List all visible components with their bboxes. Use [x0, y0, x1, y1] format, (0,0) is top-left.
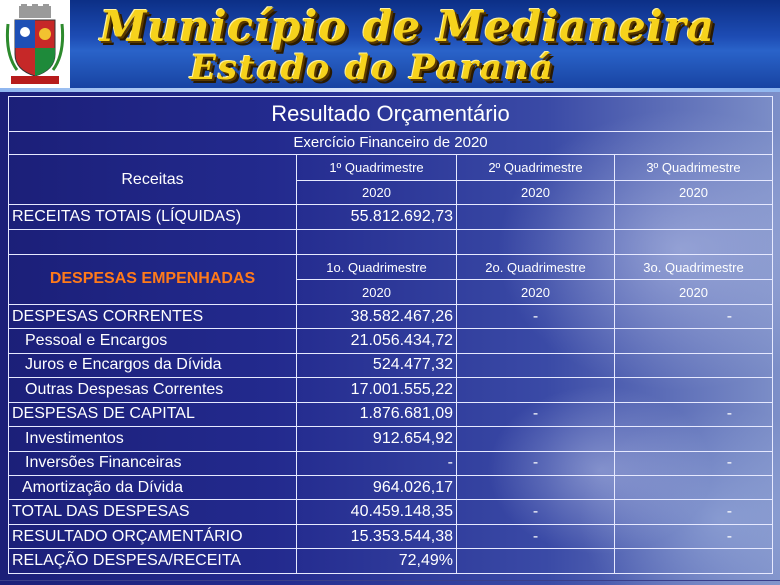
row-label: Juros e Encargos da Dívida — [9, 353, 297, 377]
row-q3: - — [615, 524, 773, 548]
receitas-totais-q2 — [457, 205, 615, 230]
despesas-header: DESPESAS EMPENHADAS — [9, 254, 297, 304]
row-label: TOTAL DAS DESPESAS — [9, 500, 297, 524]
row-q3 — [615, 549, 773, 574]
row-label: RESULTADO ORÇAMENTÁRIO — [9, 524, 297, 548]
row-q2: - — [457, 451, 615, 475]
row-q3: - — [615, 402, 773, 426]
receitas-quad-2: 2º Quadrimestre — [457, 155, 615, 180]
bottom-divider — [0, 580, 780, 581]
header-banner — [0, 0, 780, 92]
table-row — [9, 427, 773, 451]
table-row — [9, 549, 773, 574]
row-q1: 17.001.555,22 — [297, 378, 457, 402]
row-q1: 524.477,32 — [297, 353, 457, 377]
table-row — [9, 329, 773, 353]
table-row — [9, 476, 773, 500]
table-row — [9, 500, 773, 524]
row-label: Pessoal e Encargos — [9, 329, 297, 353]
table-title: Resultado Orçamentário — [9, 97, 773, 132]
row-q1: 964.026,17 — [297, 476, 457, 500]
municipality-title: Município de Medianeira — [100, 2, 716, 51]
table-subtitle: Exercício Financeiro de 2020 — [9, 131, 773, 154]
despesas-quad-1: 1o. Quadrimestre — [297, 254, 457, 279]
row-q1: 40.459.148,35 — [297, 500, 457, 524]
row-label: RELAÇÃO DESPESA/RECEITA — [9, 549, 297, 574]
receitas-header: Receitas — [9, 155, 297, 205]
row-q3: - — [615, 451, 773, 475]
row-q3 — [615, 378, 773, 402]
state-subtitle: Estado do Paraná — [190, 48, 555, 88]
spacer-cell — [457, 230, 615, 254]
receitas-totais-q3 — [615, 205, 773, 230]
despesas-year-3: 2020 — [615, 280, 773, 304]
row-label: Outras Despesas Correntes — [9, 378, 297, 402]
table-row — [9, 524, 773, 548]
row-q2: - — [457, 304, 615, 328]
row-q2 — [457, 476, 615, 500]
receitas-totais-label: RECEITAS TOTAIS (LÍQUIDAS) — [9, 205, 297, 230]
row-q3 — [615, 353, 773, 377]
row-q2 — [457, 378, 615, 402]
row-label: Inversões Financeiras — [9, 451, 297, 475]
table-row — [9, 353, 773, 377]
receitas-year-1: 2020 — [297, 180, 457, 204]
row-q2: - — [457, 402, 615, 426]
despesas-quad-2: 2o. Quadrimestre — [457, 254, 615, 279]
spacer-cell — [297, 230, 457, 254]
row-q1: 21.056.434,72 — [297, 329, 457, 353]
row-q2 — [457, 427, 615, 451]
despesas-quad-3: 3o. Quadrimestre — [615, 254, 773, 279]
coat-of-arms — [0, 0, 70, 90]
row-q1: - — [297, 451, 457, 475]
row-label: Amortização da Dívida — [9, 476, 297, 500]
row-label: DESPESAS CORRENTES — [9, 304, 297, 328]
row-q1: 912.654,92 — [297, 427, 457, 451]
row-q3 — [615, 476, 773, 500]
budget-result-table — [8, 96, 773, 574]
spacer-cell — [615, 230, 773, 254]
row-q1: 15.353.544,38 — [297, 524, 457, 548]
row-q2 — [457, 549, 615, 574]
receitas-year-2: 2020 — [457, 180, 615, 204]
row-q2 — [457, 329, 615, 353]
row-q3: - — [615, 500, 773, 524]
row-q2: - — [457, 524, 615, 548]
receitas-quad-1: 1º Quadrimestre — [297, 155, 457, 180]
table-row — [9, 451, 773, 475]
row-q1: 72,49% — [297, 549, 457, 574]
table-row — [9, 304, 773, 328]
row-q3 — [615, 329, 773, 353]
row-q1: 1.876.681,09 — [297, 402, 457, 426]
row-q2 — [457, 353, 615, 377]
crest-icon — [5, 4, 65, 86]
row-label: Investimentos — [9, 427, 297, 451]
despesas-year-2: 2020 — [457, 280, 615, 304]
row-q1: 38.582.467,26 — [297, 304, 457, 328]
despesas-year-1: 2020 — [297, 280, 457, 304]
table-row — [9, 402, 773, 426]
receitas-quad-3: 3º Quadrimestre — [615, 155, 773, 180]
receitas-totais-q1: 55.812.692,73 — [297, 205, 457, 230]
row-q2: - — [457, 500, 615, 524]
row-label: DESPESAS DE CAPITAL — [9, 402, 297, 426]
receitas-year-3: 2020 — [615, 180, 773, 204]
table-row — [9, 378, 773, 402]
spacer-cell — [9, 230, 297, 254]
row-q3: - — [615, 304, 773, 328]
row-q3 — [615, 427, 773, 451]
